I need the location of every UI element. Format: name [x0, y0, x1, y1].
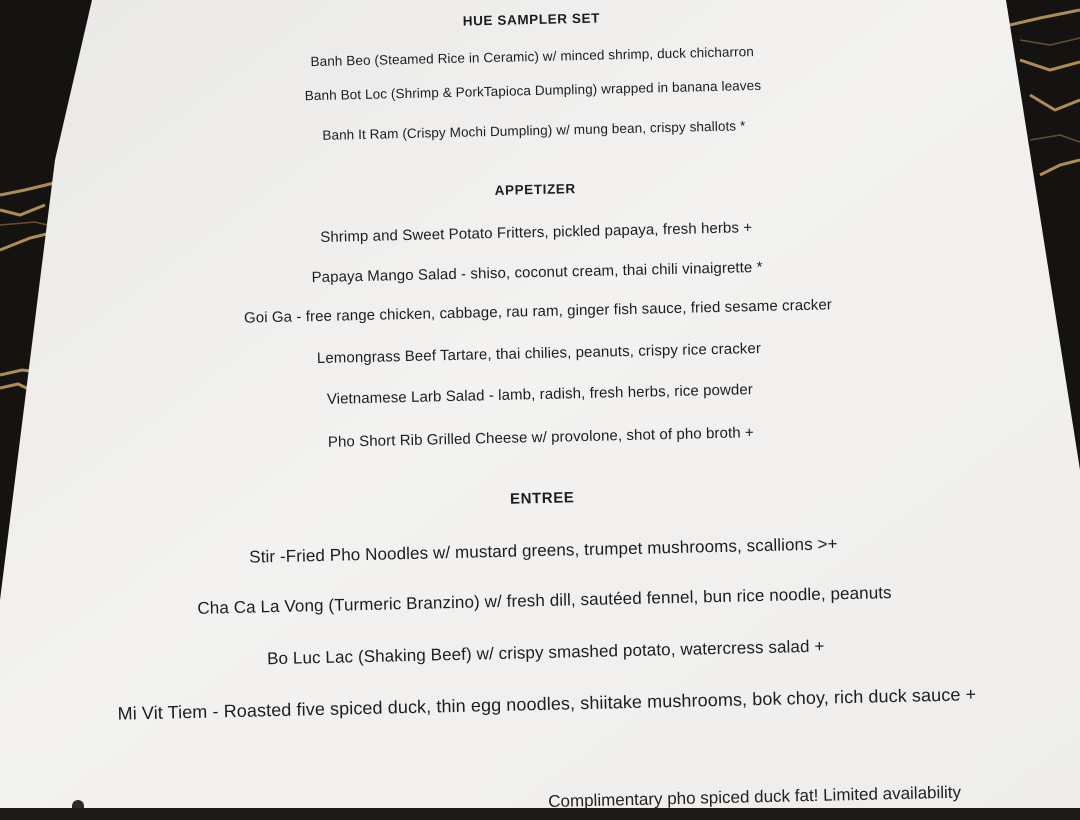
section-heading-appetizer: APPETIZER	[494, 181, 576, 198]
menu-item: Lemongrass Beef Tartare, thai chilies, peanuts, crispy rice cracker	[316, 339, 762, 368]
menu-item: Banh Beo (Steamed Rice in Ceramic) w/ minced shrimp, duck chicharron	[310, 44, 755, 70]
footer-note: Complimentary pho spiced duck fat! Limited availability	[548, 782, 962, 811]
menu-item: Mi Vit Tiem - Roasted five spiced duck, thin egg noodles, shiitake mushrooms, bok choy, rich duck sauce +	[117, 684, 977, 724]
menu-item: Goi Ga - free range chicken, cabbage, rau ram, ginger fish sauce, fried sesame cracker	[243, 296, 833, 327]
cropped-glyph	[72, 800, 84, 808]
menu-item: Shrimp and Sweet Potato Fritters, pickled papaya, fresh herbs +	[320, 219, 753, 246]
menu-item: Papaya Mango Salad - shiso, coconut cream, thai chili vinaigrette *	[311, 258, 763, 287]
menu-item: Vietnamese Larb Salad - lamb, radish, fresh herbs, rice powder	[326, 381, 754, 408]
menu-item: Banh Bot Loc (Shrimp & PorkTapioca Dumpling) wrapped in banana leaves	[304, 77, 762, 104]
menu-item: Stir -Fried Pho Noodles w/ mustard greens, trumpet mushrooms, scallions >+	[249, 534, 838, 567]
menu-item: Bo Luc Lac (Shaking Beef) w/ crispy smashed potato, watercress salad +	[266, 636, 825, 669]
section-heading-entree: ENTREE	[509, 489, 575, 508]
section-heading-hue-sampler-set: HUE SAMPLER SET	[462, 10, 601, 29]
menu-item: Pho Short Rib Grilled Cheese w/ provolone, shot of pho broth +	[327, 424, 755, 451]
menu-item: Banh It Ram (Crispy Mochi Dumpling) w/ mung bean, crispy shallots *	[322, 118, 746, 143]
menu-item: Cha Ca La Vong (Turmeric Branzino) w/ fresh dill, sautéed fennel, bun rice noodle, peanuts	[197, 583, 892, 618]
